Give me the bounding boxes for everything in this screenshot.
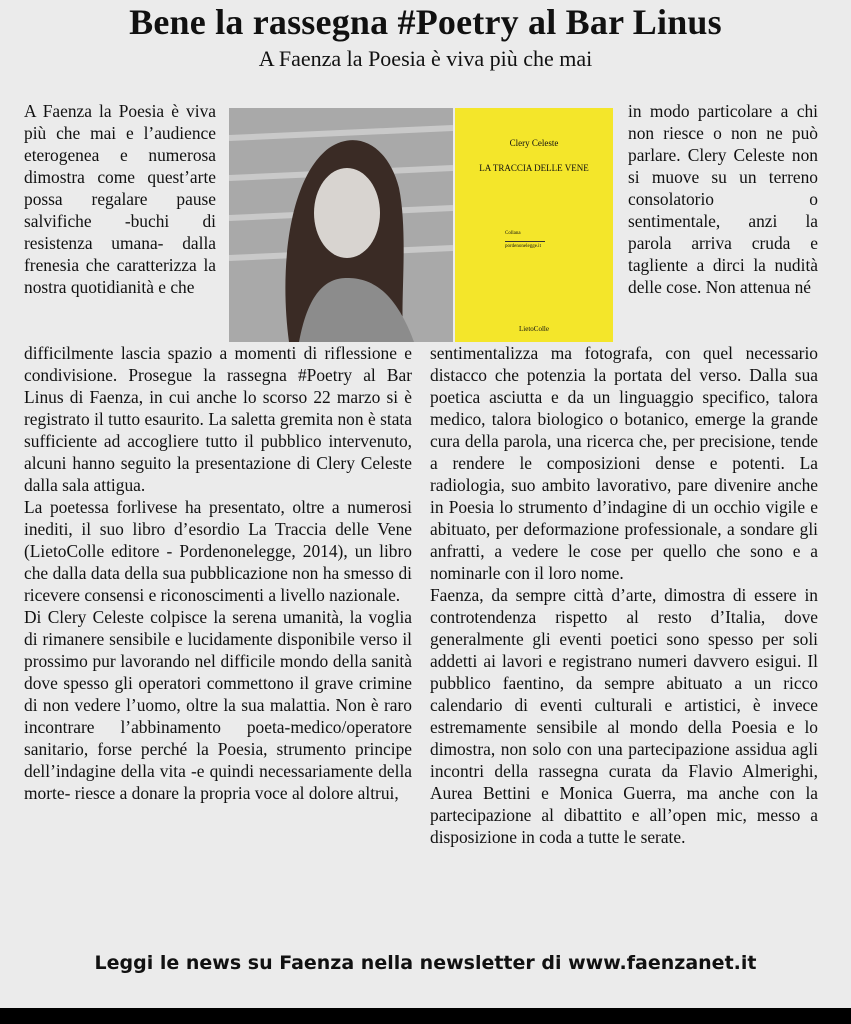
article-title: Bene la rassegna #Poetry al Bar Linus bbox=[129, 2, 722, 42]
author-photo bbox=[229, 108, 453, 342]
paragraph: Faenza, da sempre città d’arte, dimostra di essere in controtendenza rispetto al resto d’Italia, dove generalmente gli eventi poetici sono spesso per soli addetti ai lavori e registrano numeri davvero esigui. Il pubblico faentino, da sempre abituato a un ricco calendario di eventi culturali e artistici, è invece estremamente sensibile al mondo della Poesia e lo dimostra, non solo con una partecipazione assidua agli incontri della rassegna curata da Flavio Almerighi, Aurea Bettini e Monica Guerra, ma anche con la partecipazione al dibattito e all’open mic, messo a disposizione in coda a tutte le serate. bbox=[430, 585, 818, 847]
paragraph: La poetessa forlivese ha presentato, oltre a numerosi inediti, il suo libro d’esordio La Traccia delle Vene (LietoColle editore - Pordenonelegge, 2014), un libro che dalla data della sua pubblicazione non ha smesso di ricevere consensi e riconoscimenti a livello nazionale. bbox=[24, 497, 412, 605]
book-series: Collana bbox=[505, 231, 521, 236]
article-column-right bbox=[430, 342, 818, 848]
book-series-site: pordenonelegge.it bbox=[505, 244, 541, 249]
article-text-left-top bbox=[24, 100, 216, 298]
paragraph: Di Clery Celeste colpisce la serena umanità, la voglia di rimanere sensibile e lucidamente disponibile verso il prossimo pur lavorando nel difficile mondo della sanità dove spesso gli operatori commettono il grave crimine di non vedere l’uomo, oltre la sua malattia. Non è raro incontrare l’abbinamento poeta-medico/operatore sanitario, forse perché la Poesia, strumento principe dell’indagine della vita -e quindi necessariamente della morte- riesce a donare la propria voce al dolore altrui, bbox=[24, 607, 412, 803]
article-column-left bbox=[24, 342, 412, 804]
book-title: LA TRACCIA DELLE VENE bbox=[479, 163, 589, 173]
bottom-bar bbox=[0, 1008, 851, 1024]
paragraph: in modo particolare a chi non riesce o non ne può parlare. Clery Celeste non si muove su un terreno consolatorio o sentimentale, anzi la parola arriva cruda e tagliente a dirci la nudità delle cose. Non attenua né bbox=[628, 101, 818, 297]
paragraph: sentimentalizza ma fotografa, con quel necessario distacco che potenzia la portata del verso. Dalla sua poetica asciutta e da un linguaggio specifico, talora medico, talora biologico o botanico, emerge la grande cura della parola, una ricerca che, per precisione, tende a rendere le composizioni dense e potenti. La radiologia, suo ambito lavorativo, pare divenire anche in Poesia lo strumento d’indagine di un occhio vigile e abituato, per deformazione professionale, a sondare gli anfratti, a vedere le cose per quello che sono e a nominarle con il loro nome. bbox=[430, 343, 818, 583]
book-publisher: LietoColle bbox=[519, 325, 549, 333]
article-text-right-top bbox=[628, 100, 818, 298]
article-subtitle: A Faenza la Poesia è viva più che mai bbox=[258, 46, 593, 71]
newsletter-footer: Leggi le news su Faenza nella newsletter di www.faenzanet.it bbox=[94, 952, 757, 974]
divider bbox=[505, 241, 545, 242]
paragraph: A Faenza la Poesia è viva più che mai e l’audience eterogenea e numerosa dimostra come quest’arte possa regalare pause salvifiche -buchi di resistenza umana- dalla frenesia che caratterizza la nostra quotidianità e che bbox=[24, 101, 216, 297]
portrait-image bbox=[229, 108, 453, 342]
paragraph: difficilmente lascia spazio a momenti di riflessione e condivisione. Prosegue la rassegna #Poetry al Bar Linus di Faenza, in cui anche lo scorso 22 marzo si è registrato il tutto esaurito. La saletta gremita non è stata sufficiente ad accogliere tutto il pubblico intervenuto, alcuni hanno seguito la presentazione di Clery Celeste dalla sala attigua. bbox=[24, 343, 412, 495]
book-author: Clery Celeste bbox=[509, 138, 559, 148]
book-cover bbox=[455, 108, 613, 342]
